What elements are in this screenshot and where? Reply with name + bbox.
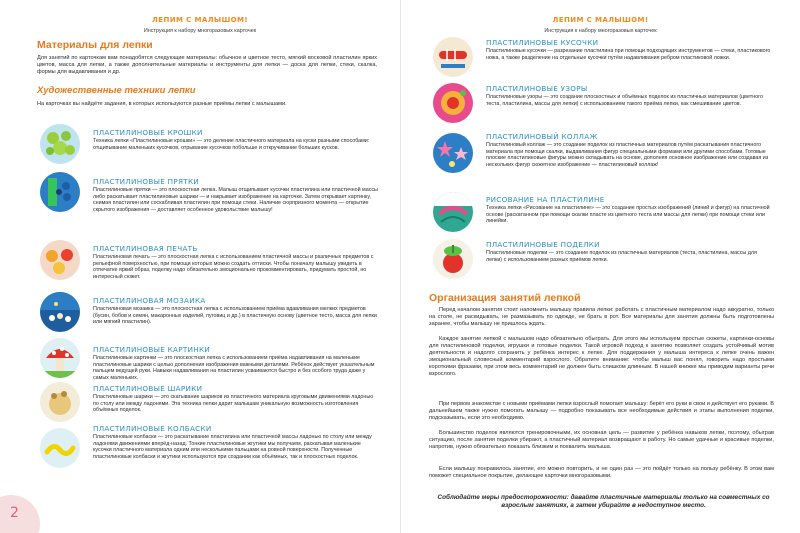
card-text-crumbs: Техника лепки «Пластилиновые крошки» — это деление пластичного материала на куски разными способами: отщипывание маленьких кусочков, отрывание кусочков побольше и откручивание больших кусков. [93,138,370,151]
card-text-patterns: Пластилиновые узоры — это создание плоскостных и объёмных поделок из пластичных материалов (цветного теста, пластилина, массы для лепки) с использованием такого приёма лепки, как смешивание цветов. [486,94,763,107]
card-text-hide-seek: Пластилиновые прятки — это плоскостная лепка. Малыш отщипывает кусочки пластилина или пластичной массы либо раскатывает пластилиновые шарики — и накрывает изображение на карточке. Затем открывает картинку, снимая пластилин или соскабливая пластилин при помощи стеки. Наличие сюрпризного момента — открытие скрытого изображения — доставляет особенное удовольствие малышу! [93,187,378,214]
collage-illustration [433,133,473,173]
brand-title: ЛЕПИМ С МАЛЫШОМ! [152,16,248,24]
right-page [400,0,800,533]
org-paragraph-1: Перед началом занятия стоит напомнить малышу правила лепки: работать с пластичным материалом надо аккуратно, только на столе, не раскидывать, не размазывать по одежде, не брать в рот. Все материалы для занятия должны быть подготовлены заранее, чтобы малышу не пришлось ждать. [429,307,774,328]
card-text-drawing: Техника лепки «Рисование на пластилине» — это создание простых изображений (линий и фигур) на пластичной основе (раскатанном при помощи скалки пласте из цветного теста или массы для лепки) при помощи стеки или линейки. [486,205,770,225]
card-title-pictures: ПЛАСТИЛИНОВЫЕ КАРТИНКИ [93,345,211,354]
techniques-title: Художественные техники лепки [37,85,196,96]
hide-seek-illustration [40,172,80,212]
card-text-mosaic: Пластилиновая мозаика — это плоскостная лепка с использованием приёма вдавливания мелких предметов (бусин, бобов и семян, макаронных изделий, пуговиц и др.) в пластичную основу (цветное тесто, масса для лепки или мягкий пластилин). [93,306,377,326]
org-paragraph-4: Большинство поделок являются тренировочными, их основная цель — развитие у ребёнка навыков лепки, поэтому, обыграв ситуацию, после занятия поделки убирают, а пластичный материал возвращают в работу. Но самые удачные и красивые поделки, напротив, нужно обязательно показать близким и похвалить малыша. [429,430,774,451]
card-text-print: Пластилиновая печать — это плоскостная лепка с использованием пластичной массы и различных предметов с рельефной поверхностью, при помощи которых можно создать оттиски. Чтобы поначалу малышу увидеть в отпечатке яркий образ, поделку надо обязательно эмоционально прокомментировать, придумать простой, но интересный сюжет. [93,254,374,281]
card-title-crafts: ПЛАСТИЛИНОВЫЕ ПОДЕЛКИ [486,240,600,249]
header-subtitle-right: Инструкция к набору многоразовых карточек [544,28,657,34]
print-illustration [40,240,80,280]
organization-title: Организация занятий лепкой [429,292,581,304]
patterns-illustration [433,83,473,123]
crafts-illustration [433,239,473,279]
card-title-pieces: ПЛАСТИЛИНОВЫЕ КУСОЧКИ [486,38,599,47]
org-paragraph-2: Каждое занятие лепкой с малышом надо обязательно обыграть. Для этого мы используем простые сюжеты, картинки-основы для пластилиновой поделки, игрушки и готовые поделки. Такой игровой подход к занятию позволяет создать устойчивый мотив деятельности и надолго сохранить у ребёнка интерес к лепке. Для поддержания у малыша интереса к лепке очень важен эмоциональный словесный комментарий взрослого. Обратите внимание: чтобы малыш вас понял, говорить надо простыми короткими фразами, при этом весь комментарий не должен быть слишком длинным. В нашей книжке мы приводим варианты речи взрослого. [429,336,774,378]
card-text-collage: Пластилиновый коллаж — это создание поделок из пластичных материалов путём раскатывания пластичного материала при помощи скалки, выдавливания фигур специальными формами или другими способами. Готовые плоские пластилиновые фигуры можно складывать на основе, дополняя основное изображение или создавая из нескольких фигур сюжетное изображение — пластилиновый коллаж! [486,142,769,169]
card-title-sausages: ПЛАСТИЛИНОВЫЕ КОЛБАСКИ [93,424,212,433]
pieces-illustration [433,37,473,77]
card-title-mosaic: ПЛАСТИЛИНОВАЯ МОЗАИКА [93,296,206,305]
card-title-hide-seek: ПЛАСТИЛИНОВЫЕ ПРЯТКИ [93,177,200,186]
materials-text: Для занятий по карточкам вам понадобятся следующие материалы: обычное и цветное тесто, мягкий восковой пластилин ярких цветов, масса для лепки, а также дополнительные материалы и инструменты для лепки — доска для лепки, стеки, скалка, формы для выдавливания и др. [37,55,377,76]
page-header-right [401,9,800,34]
page-header [0,9,400,34]
sausages-illustration [40,428,80,468]
card-text-balls: Пластилиновые шарики — это скатывание шариков из пластичного материала круговыми движениями ладонью по столу или между ладонями. Эта техника лепки дарит малышам уникальную возможность изготовления объёмных поделок. [93,394,374,414]
card-title-collage: ПЛАСТИЛИНОВЫЙ КОЛЛАЖ [486,132,598,141]
balls-illustration [40,382,80,422]
materials-title: Материалы для лепки [37,39,153,51]
card-text-pieces: Пластилиновые кусочки — разрезание пластилина при помощи подходящих инструментов — стеки, пластикового ножа, а также разделение на отдельные кусочки путём надавливания ребром пластиковой ложки. [486,48,771,61]
mosaic-illustration [40,292,80,332]
card-title-patterns: ПЛАСТИЛИНОВЫЕ УЗОРЫ [486,84,588,93]
card-title-drawing: РИСОВАНИЕ НА ПЛАСТИЛИНЕ [486,195,605,204]
card-text-sausages: Пластилиновые колбаски — это раскатывание пластилина или пластичной массы ладонью по столу или между ладонями движениями вперёд-назад. Тонкие пластилиновые жгутики мы получаем, раскатывая маленькие кусочки пластичного материала одним или несколькими пальцами на ровной поверхности. Полученные пластилиновые колбаски и жгутики используются при создании как объёмных, так и плоскостных поделок. [93,434,372,461]
drawing-illustration [433,192,473,232]
pictures-illustration [40,338,80,378]
header-subtitle: Инструкция к набору многоразовых карточек [143,28,257,34]
brand-title-right: ЛЕПИМ С МАЛЫШОМ! [552,16,649,24]
org-paragraph-5: Если малышу понравилось занятие, его можно повторить, и не один раз — это пойдёт только на пользу ребёнку. В этом вам поможет специальное покрытие, делающее карточки многоразовыми. [429,466,774,480]
card-title-print: ПЛАСТИЛИНОВАЯ ПЕЧАТЬ [93,244,198,253]
techniques-intro: На карточках вы найдёте задания, в которых используются разные приёмы лепки с малышами. [37,101,287,107]
card-title-crumbs: ПЛАСТИЛИНОВЫЕ КРОШКИ [93,128,203,137]
card-title-balls: ПЛАСТИЛИНОВЫЕ ШАРИКИ [93,384,203,393]
page-number: 2 [10,505,19,521]
safety-note: Соблюдайте меры предосторожности: давайте пластичные материалы только на совместных со взрослым занятиях, а затем убирайте в недоступное место. [437,494,770,510]
card-text-pictures: Пластилиновые картинки — это плоскостная лепка с использованием приёма надавливания на маленькие пластилиновые шарики с целью дополнения изображения важными деталями. Ребёнок действует указательным пальцем ведущей руки. Навыки надавливания на пластилин усваиваются быстро и без особого труда даже у самых маленьких. [93,355,375,382]
card-text-crafts: Пластилиновые поделки — это создание поделок из пластичных материалов (теста, пластилина, массы для лепки) с использованием разных приёмов лепки. [486,250,757,263]
page-number-badge [0,495,40,533]
crumbs-illustration [40,124,80,164]
org-paragraph-3: При первом знакомстве с новыми приёмами лепки взрослый помогает малышу: берёт его руки в свои и действует его руками. В дальнейшем также нужно помогать малышу — подробно показывать все необходимые действия и этапы выполнения поделки, подсказывать, если это необходимо. [429,401,774,422]
